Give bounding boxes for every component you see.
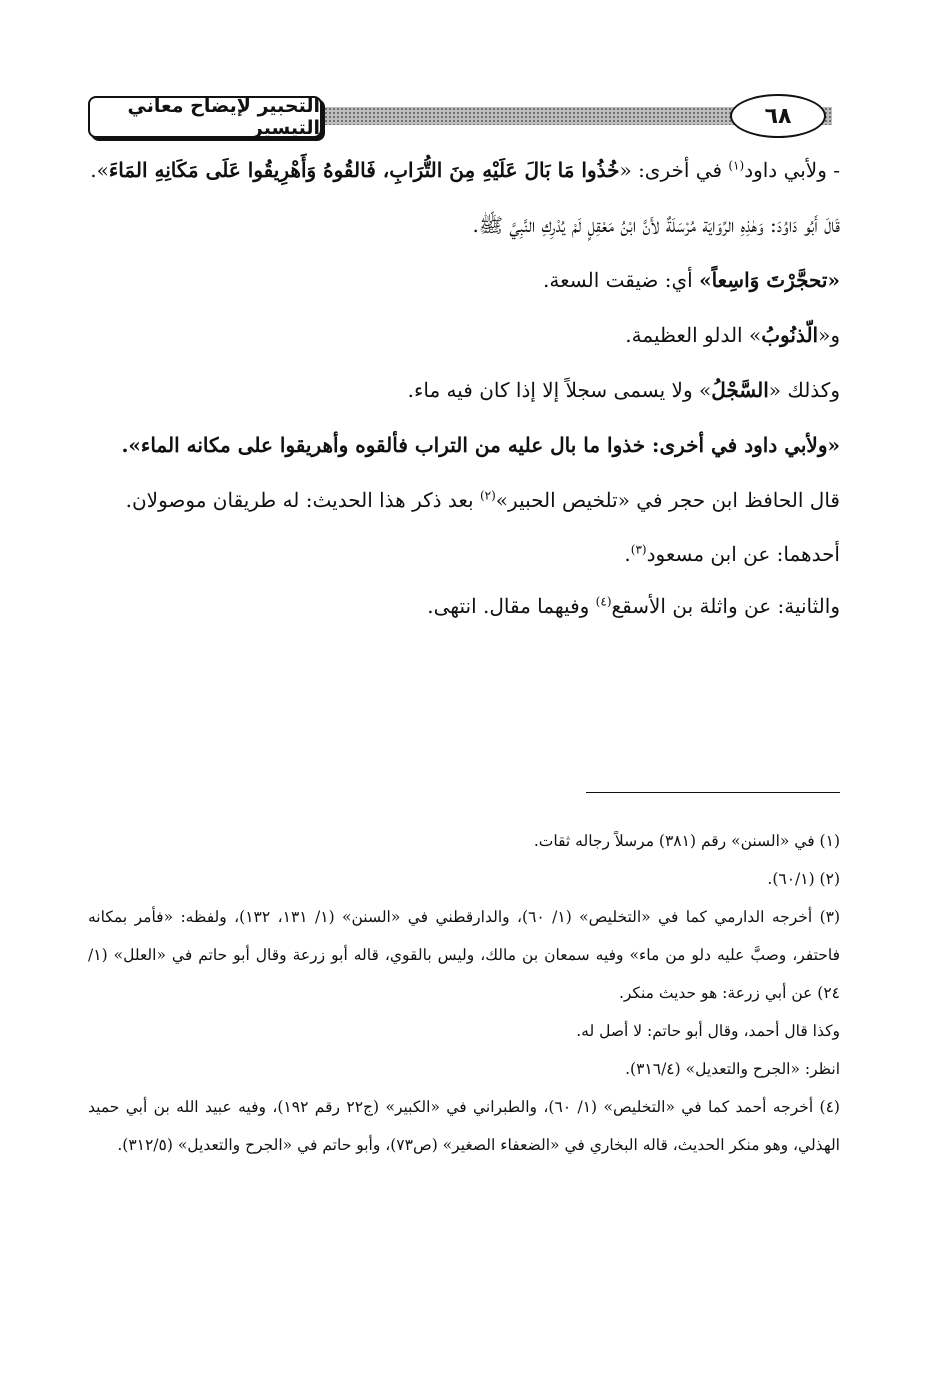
paragraph-2: قَالَ أَبُو دَاوُدَ: وَهٰذِهِ الرِّوَايَة مُرْسَلَةٌ لأَنَّ ابْنُ مَعْقِلٍ لَمْ يُدْرِكِ النَّبِيَّ ﷺ. bbox=[472, 213, 840, 237]
footnote-2: (٢) (٦٠/١). bbox=[767, 870, 840, 888]
paragraph-3 bbox=[88, 253, 840, 308]
footnote-ref-1[interactable]: (١) bbox=[728, 158, 745, 173]
footnote-divider bbox=[586, 792, 840, 793]
footnote-4: (٤) أخرجه أحمد كما في «التخليص» (١/ ٦٠)، والطبراني في «الكبير» (ج٢٢ رقم ١٩٢)، وفيه عبيد الله بن أبي حميد الهذلي، وهو منكر الحديث، قاله البخاري في «الضعفاء الصغير» (ص٧٣)، وأبو حاتم في «الجرح والتعديل» (٣١٢/٥). bbox=[88, 1098, 840, 1154]
footnote-ref-2[interactable]: (٢) bbox=[479, 488, 496, 503]
paragraph-8 bbox=[88, 528, 840, 580]
term-sajl: السَّجْلُ bbox=[711, 378, 769, 402]
p4-rest: » الدلو العظيمة. bbox=[625, 323, 762, 347]
p1-prefix: - ولأبي داود bbox=[744, 158, 840, 182]
p8-end: . bbox=[624, 542, 631, 566]
page-number: ٦٨ bbox=[764, 103, 792, 129]
title-box bbox=[88, 96, 322, 138]
p5-pre: وكذلك « bbox=[768, 378, 840, 402]
footnote-3-cont-1: وكذا قال أحمد، وقال أبو حاتم: لا أصل له. bbox=[576, 1022, 840, 1040]
page-header bbox=[88, 94, 840, 140]
p1-mid: في أخرى: « bbox=[619, 158, 729, 182]
p4-pre: و« bbox=[818, 323, 840, 347]
p9-rest: وفيهما مقال. انتهى. bbox=[427, 594, 596, 618]
footnote-3: (٣) أخرجه الدارمي كما في «التخليص» (١/ ٦٠)، والدارقطني في «السنن» (١/ ١٣١، ١٣٢)، ولفظه: «فأمر بمكانه فاحتفر، وصبَّ عليه دلو من ماء» وفيه سمعان بن مالك، وليس بالقوي، قاله أبو زرعة وقال أبو حاتم في «العلل» (١/ ٢٤) عن أبي زرعة: هو حديث منكر. bbox=[88, 908, 841, 1002]
p9-pre: والثانية: عن واثلة بن الأسقع bbox=[611, 594, 840, 618]
paragraph-6: «ولأبي داود في أخرى: خذوا ما بال عليه من التراب فألقوه وأهريقوا على مكانه الماء». bbox=[121, 433, 840, 457]
p3-rest: أي: ضيقت السعة. bbox=[543, 268, 700, 292]
term-tahajjarta: «تحجَّرْتَ وَاسِعاً» bbox=[699, 268, 840, 292]
hadith-quote: خُذُوا مَا بَالَ عَلَيْهِ مِنَ التُّرَابِ، فَالقُوهُ وَأَهْرِيقُوا عَلَى مَكَانِهِ المَاءَ bbox=[108, 158, 620, 182]
paragraph-1 bbox=[88, 143, 840, 198]
book-title: التحبير لإيضاح معاني التيسير bbox=[127, 95, 320, 139]
p5-rest: » ولا يسمى سجلاً إلا إذا كان فيه ماء. bbox=[407, 378, 712, 402]
page-number-oval bbox=[730, 94, 826, 138]
paragraph-4 bbox=[88, 308, 840, 363]
footnote-ref-4[interactable]: (٤) bbox=[595, 594, 612, 609]
footnote-1: (١) في «السنن» رقم (٣٨١) مرسلاً رجاله ثقات. bbox=[533, 832, 840, 850]
term-dhanub: الّذنُوبُ bbox=[761, 323, 819, 347]
paragraph-7 bbox=[88, 473, 840, 528]
main-text bbox=[88, 143, 840, 632]
footnote-3-cont-2: انظر: «الجرح والتعديل» (٣١٦/٤). bbox=[625, 1060, 840, 1078]
p8-pre: أحدهما: عن ابن مسعود bbox=[646, 542, 840, 566]
p7-pre: قال الحافظ ابن حجر في «تلخيص الحبير» bbox=[495, 488, 840, 512]
p7-rest: بعد ذكر هذا الحديث: له طريقان موصولان. bbox=[125, 488, 480, 512]
footnote-ref-3[interactable]: (٣) bbox=[630, 542, 647, 557]
paragraph-5 bbox=[88, 363, 840, 418]
p1-end: ». bbox=[90, 158, 109, 182]
footnotes bbox=[88, 822, 840, 1164]
paragraph-9 bbox=[88, 580, 840, 632]
